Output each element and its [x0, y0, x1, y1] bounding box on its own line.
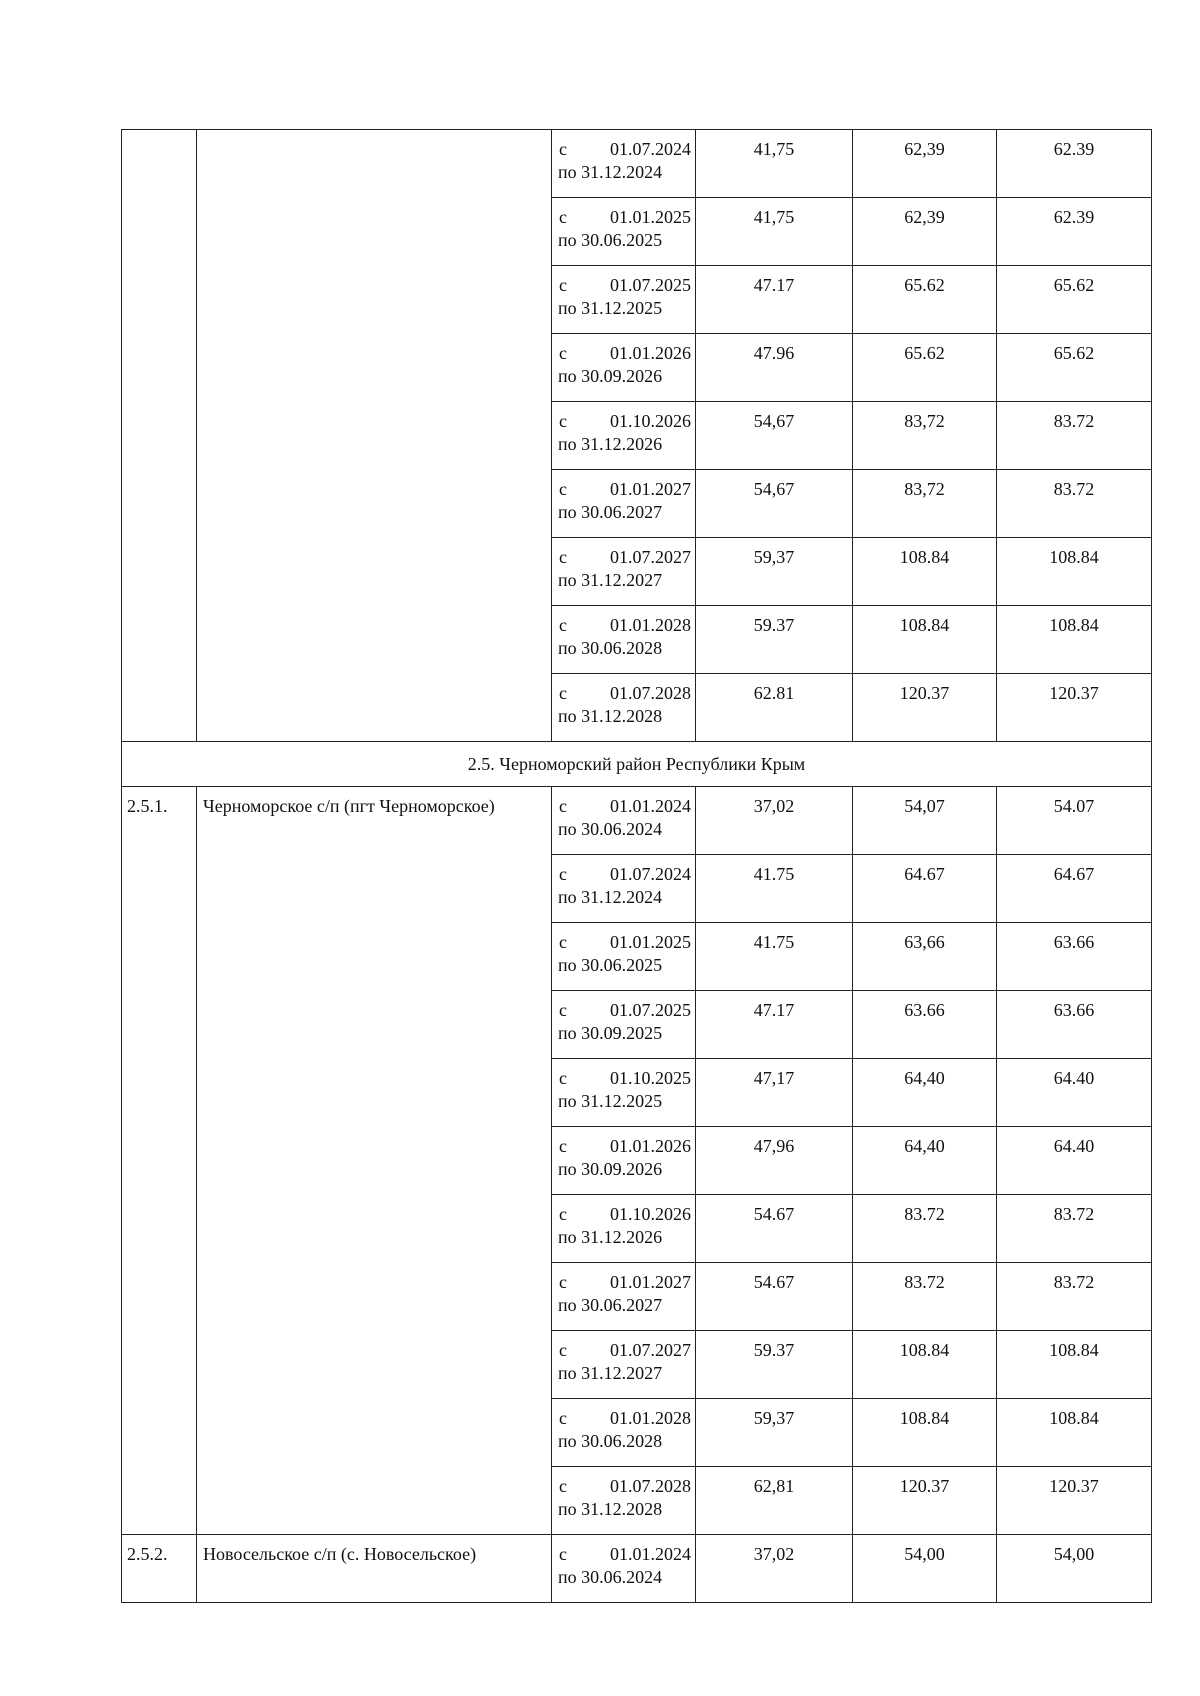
to-prefix: по — [558, 1023, 577, 1043]
entry-name: Новосельское с/п (с. Новосельское) — [197, 1535, 552, 1603]
period-from-line — [558, 546, 691, 569]
tariff-value-1: 47.17 — [696, 266, 853, 334]
tariff-value-3: 108.84 — [997, 1399, 1152, 1467]
period-cell — [552, 1195, 696, 1263]
tariff-value-2: 54,07 — [853, 787, 997, 855]
period-to-date: 31.12.2024 — [581, 887, 663, 907]
period-from-line — [558, 1067, 691, 1090]
tariff-value-3: 64.40 — [997, 1059, 1152, 1127]
table-row — [122, 1535, 1152, 1603]
period-from-date: 01.01.2025 — [610, 207, 691, 227]
entry-number: 2.5.2. — [122, 1535, 197, 1603]
to-prefix: по — [558, 819, 577, 839]
period-from-line — [558, 478, 691, 501]
period-to-date: 31.12.2028 — [581, 706, 663, 726]
period-to-line — [558, 1226, 691, 1249]
period-cell — [552, 991, 696, 1059]
period-to-date: 30.06.2027 — [581, 1295, 663, 1315]
period-cell — [552, 855, 696, 923]
from-prefix: с — [559, 864, 567, 884]
period-from-date: 01.01.2025 — [610, 932, 691, 952]
tariff-value-1: 41.75 — [696, 923, 853, 991]
tariff-value-1: 59,37 — [696, 1399, 853, 1467]
period-to-date: 30.06.2027 — [581, 502, 663, 522]
period-cell — [552, 1127, 696, 1195]
to-prefix: по — [558, 502, 577, 522]
period-to-line — [558, 637, 691, 660]
period-to-date: 31.12.2025 — [581, 1091, 663, 1111]
period-from-line — [558, 1543, 691, 1566]
tariff-value-1: 54.67 — [696, 1195, 853, 1263]
period-from-line — [558, 795, 691, 818]
tariff-value-3: 83.72 — [997, 1263, 1152, 1331]
to-prefix: по — [558, 1431, 577, 1451]
period-from-line — [558, 999, 691, 1022]
period-to-date: 30.06.2028 — [581, 638, 663, 658]
period-to-line — [558, 501, 691, 524]
tariff-value-2: 120.37 — [853, 1467, 997, 1535]
from-prefix: с — [559, 479, 567, 499]
period-to-line — [558, 1294, 691, 1317]
tariff-value-2: 64,40 — [853, 1059, 997, 1127]
period-to-date: 31.12.2028 — [581, 1499, 663, 1519]
period-from-line — [558, 1475, 691, 1498]
period-to-line — [558, 229, 691, 252]
from-prefix: с — [559, 1340, 567, 1360]
tariff-value-3: 63.66 — [997, 991, 1152, 1059]
to-prefix: по — [558, 434, 577, 454]
from-prefix: с — [559, 139, 567, 159]
period-to-line — [558, 1158, 691, 1181]
tariff-value-3: 54.07 — [997, 787, 1152, 855]
tariff-value-1: 47,96 — [696, 1127, 853, 1195]
tariff-value-2: 62,39 — [853, 130, 997, 198]
section-row — [122, 742, 1152, 787]
section-title: 2.5. Черноморский район Республики Крым — [122, 742, 1152, 787]
period-cell — [552, 334, 696, 402]
period-to-date: 31.12.2026 — [581, 434, 663, 454]
to-prefix: по — [558, 570, 577, 590]
period-cell — [552, 402, 696, 470]
period-from-date: 01.10.2025 — [610, 1068, 691, 1088]
period-from-date: 01.07.2025 — [610, 275, 691, 295]
from-prefix: с — [559, 1272, 567, 1292]
tariff-value-3: 64.40 — [997, 1127, 1152, 1195]
tariff-value-1: 47.17 — [696, 991, 853, 1059]
tariff-value-3: 83.72 — [997, 470, 1152, 538]
tariff-value-1: 37,02 — [696, 1535, 853, 1603]
tariff-value-1: 59,37 — [696, 538, 853, 606]
period-from-line — [558, 138, 691, 161]
tariff-value-2: 63.66 — [853, 991, 997, 1059]
period-to-date: 30.06.2028 — [581, 1431, 663, 1451]
tariff-value-2: 64,40 — [853, 1127, 997, 1195]
to-prefix: по — [558, 638, 577, 658]
entry-name-cell — [197, 130, 552, 742]
period-to-date: 30.09.2026 — [581, 1159, 663, 1179]
period-to-line — [558, 1430, 691, 1453]
entry-number-cell — [122, 130, 197, 742]
period-to-line — [558, 1090, 691, 1113]
from-prefix: с — [559, 1476, 567, 1496]
period-to-line — [558, 1362, 691, 1385]
from-prefix: с — [559, 683, 567, 703]
tariff-value-3: 54,00 — [997, 1535, 1152, 1603]
period-to-line — [558, 297, 691, 320]
period-from-line — [558, 614, 691, 637]
period-to-date: 30.09.2025 — [581, 1023, 663, 1043]
period-from-line — [558, 682, 691, 705]
period-from-line — [558, 410, 691, 433]
period-from-date: 01.07.2028 — [610, 1476, 691, 1496]
period-to-date: 30.06.2025 — [581, 955, 663, 975]
tariff-value-3: 63.66 — [997, 923, 1152, 991]
from-prefix: с — [559, 796, 567, 816]
period-from-line — [558, 1271, 691, 1294]
from-prefix: с — [559, 1136, 567, 1156]
tariff-value-3: 83.72 — [997, 402, 1152, 470]
tariff-value-1: 47,17 — [696, 1059, 853, 1127]
tariff-value-2: 120.37 — [853, 674, 997, 742]
to-prefix: по — [558, 887, 577, 907]
period-cell — [552, 1467, 696, 1535]
tariff-value-3: 108.84 — [997, 538, 1152, 606]
period-to-line — [558, 569, 691, 592]
period-cell — [552, 1059, 696, 1127]
tariff-value-2: 83.72 — [853, 1263, 997, 1331]
tariff-value-1: 47.96 — [696, 334, 853, 402]
period-cell — [552, 1263, 696, 1331]
period-cell — [552, 674, 696, 742]
tariff-value-3: 120.37 — [997, 1467, 1152, 1535]
to-prefix: по — [558, 298, 577, 318]
period-from-date: 01.01.2024 — [610, 1544, 691, 1564]
period-to-date: 30.06.2025 — [581, 230, 663, 250]
period-to-date: 31.12.2026 — [581, 1227, 663, 1247]
period-to-date: 31.12.2025 — [581, 298, 663, 318]
tariff-value-1: 41.75 — [696, 855, 853, 923]
from-prefix: с — [559, 343, 567, 363]
period-to-line — [558, 365, 691, 388]
to-prefix: по — [558, 1091, 577, 1111]
tariff-value-3: 64.67 — [997, 855, 1152, 923]
tariff-value-1: 59.37 — [696, 1331, 853, 1399]
period-from-line — [558, 863, 691, 886]
to-prefix: по — [558, 1363, 577, 1383]
tariff-value-3: 108.84 — [997, 606, 1152, 674]
from-prefix: с — [559, 1000, 567, 1020]
tariff-value-2: 64.67 — [853, 855, 997, 923]
tariff-value-3: 108.84 — [997, 1331, 1152, 1399]
period-cell — [552, 606, 696, 674]
tariff-value-1: 59.37 — [696, 606, 853, 674]
tariff-value-3: 62.39 — [997, 198, 1152, 266]
period-to-date: 31.12.2024 — [581, 162, 663, 182]
period-from-date: 01.07.2024 — [610, 864, 691, 884]
period-from-date: 01.10.2026 — [610, 1204, 691, 1224]
period-cell — [552, 538, 696, 606]
period-to-date: 31.12.2027 — [581, 570, 663, 590]
tariff-value-2: 108.84 — [853, 1331, 997, 1399]
tariff-value-2: 108.84 — [853, 606, 997, 674]
to-prefix: по — [558, 1227, 577, 1247]
period-from-date: 01.01.2024 — [610, 796, 691, 816]
period-from-date: 01.07.2025 — [610, 1000, 691, 1020]
period-from-line — [558, 1203, 691, 1226]
from-prefix: с — [559, 932, 567, 952]
from-prefix: с — [559, 275, 567, 295]
table-row — [122, 787, 1152, 855]
tariff-value-3: 65.62 — [997, 334, 1152, 402]
tariff-value-3: 83.72 — [997, 1195, 1152, 1263]
tariff-table — [121, 129, 1152, 1603]
tariff-value-2: 65.62 — [853, 266, 997, 334]
period-to-line — [558, 818, 691, 841]
tariff-value-2: 62,39 — [853, 198, 997, 266]
to-prefix: по — [558, 1295, 577, 1315]
period-cell — [552, 1535, 696, 1603]
tariff-value-1: 62.81 — [696, 674, 853, 742]
period-from-line — [558, 342, 691, 365]
period-to-line — [558, 1566, 691, 1589]
entry-name: Черноморское с/п (пгт Черноморское) — [197, 787, 552, 1535]
period-cell — [552, 787, 696, 855]
tariff-value-1: 54.67 — [696, 1263, 853, 1331]
period-from-line — [558, 1135, 691, 1158]
period-from-line — [558, 1339, 691, 1362]
tariff-value-1: 37,02 — [696, 787, 853, 855]
period-to-line — [558, 886, 691, 909]
tariff-value-2: 54,00 — [853, 1535, 997, 1603]
tariff-value-2: 108.84 — [853, 538, 997, 606]
period-from-line — [558, 274, 691, 297]
period-to-line — [558, 433, 691, 456]
to-prefix: по — [558, 1499, 577, 1519]
period-to-line — [558, 1498, 691, 1521]
from-prefix: с — [559, 1544, 567, 1564]
to-prefix: по — [558, 230, 577, 250]
period-to-date: 30.06.2024 — [581, 819, 663, 839]
period-from-date: 01.01.2027 — [610, 1272, 691, 1292]
period-to-date: 30.09.2026 — [581, 366, 663, 386]
tariff-value-2: 83.72 — [853, 1195, 997, 1263]
to-prefix: по — [558, 1159, 577, 1179]
from-prefix: с — [559, 615, 567, 635]
period-cell — [552, 923, 696, 991]
period-to-line — [558, 954, 691, 977]
tariff-value-3: 65.62 — [997, 266, 1152, 334]
period-from-date: 01.10.2026 — [610, 411, 691, 431]
to-prefix: по — [558, 706, 577, 726]
period-cell — [552, 266, 696, 334]
tariff-value-3: 62.39 — [997, 130, 1152, 198]
period-from-date: 01.07.2027 — [610, 547, 691, 567]
tariff-value-1: 62,81 — [696, 1467, 853, 1535]
period-cell — [552, 470, 696, 538]
period-to-line — [558, 161, 691, 184]
period-cell — [552, 198, 696, 266]
tariff-table-body — [122, 130, 1152, 1603]
table-row — [122, 130, 1152, 198]
to-prefix: по — [558, 1567, 577, 1587]
period-from-line — [558, 931, 691, 954]
period-from-date: 01.01.2026 — [610, 343, 691, 363]
tariff-value-2: 108.84 — [853, 1399, 997, 1467]
to-prefix: по — [558, 955, 577, 975]
tariff-value-1: 41,75 — [696, 198, 853, 266]
period-to-date: 31.12.2027 — [581, 1363, 663, 1383]
tariff-value-1: 41,75 — [696, 130, 853, 198]
period-cell — [552, 130, 696, 198]
period-from-date: 01.01.2027 — [610, 479, 691, 499]
period-cell — [552, 1331, 696, 1399]
from-prefix: с — [559, 411, 567, 431]
period-to-date: 30.06.2024 — [581, 1567, 663, 1587]
period-to-line — [558, 705, 691, 728]
period-from-line — [558, 1407, 691, 1430]
to-prefix: по — [558, 366, 577, 386]
from-prefix: с — [559, 547, 567, 567]
to-prefix: по — [558, 162, 577, 182]
tariff-value-1: 54,67 — [696, 402, 853, 470]
period-to-line — [558, 1022, 691, 1045]
tariff-value-2: 83,72 — [853, 470, 997, 538]
from-prefix: с — [559, 1068, 567, 1088]
period-from-date: 01.07.2028 — [610, 683, 691, 703]
period-cell — [552, 1399, 696, 1467]
entry-number: 2.5.1. — [122, 787, 197, 1535]
period-from-line — [558, 206, 691, 229]
tariff-value-2: 63,66 — [853, 923, 997, 991]
from-prefix: с — [559, 1204, 567, 1224]
tariff-value-1: 54,67 — [696, 470, 853, 538]
period-from-date: 01.01.2028 — [610, 615, 691, 635]
period-from-date: 01.01.2028 — [610, 1408, 691, 1428]
period-from-date: 01.07.2027 — [610, 1340, 691, 1360]
tariff-value-2: 65.62 — [853, 334, 997, 402]
tariff-value-3: 120.37 — [997, 674, 1152, 742]
tariff-value-2: 83,72 — [853, 402, 997, 470]
from-prefix: с — [559, 1408, 567, 1428]
period-from-date: 01.01.2026 — [610, 1136, 691, 1156]
from-prefix: с — [559, 207, 567, 227]
period-from-date: 01.07.2024 — [610, 139, 691, 159]
